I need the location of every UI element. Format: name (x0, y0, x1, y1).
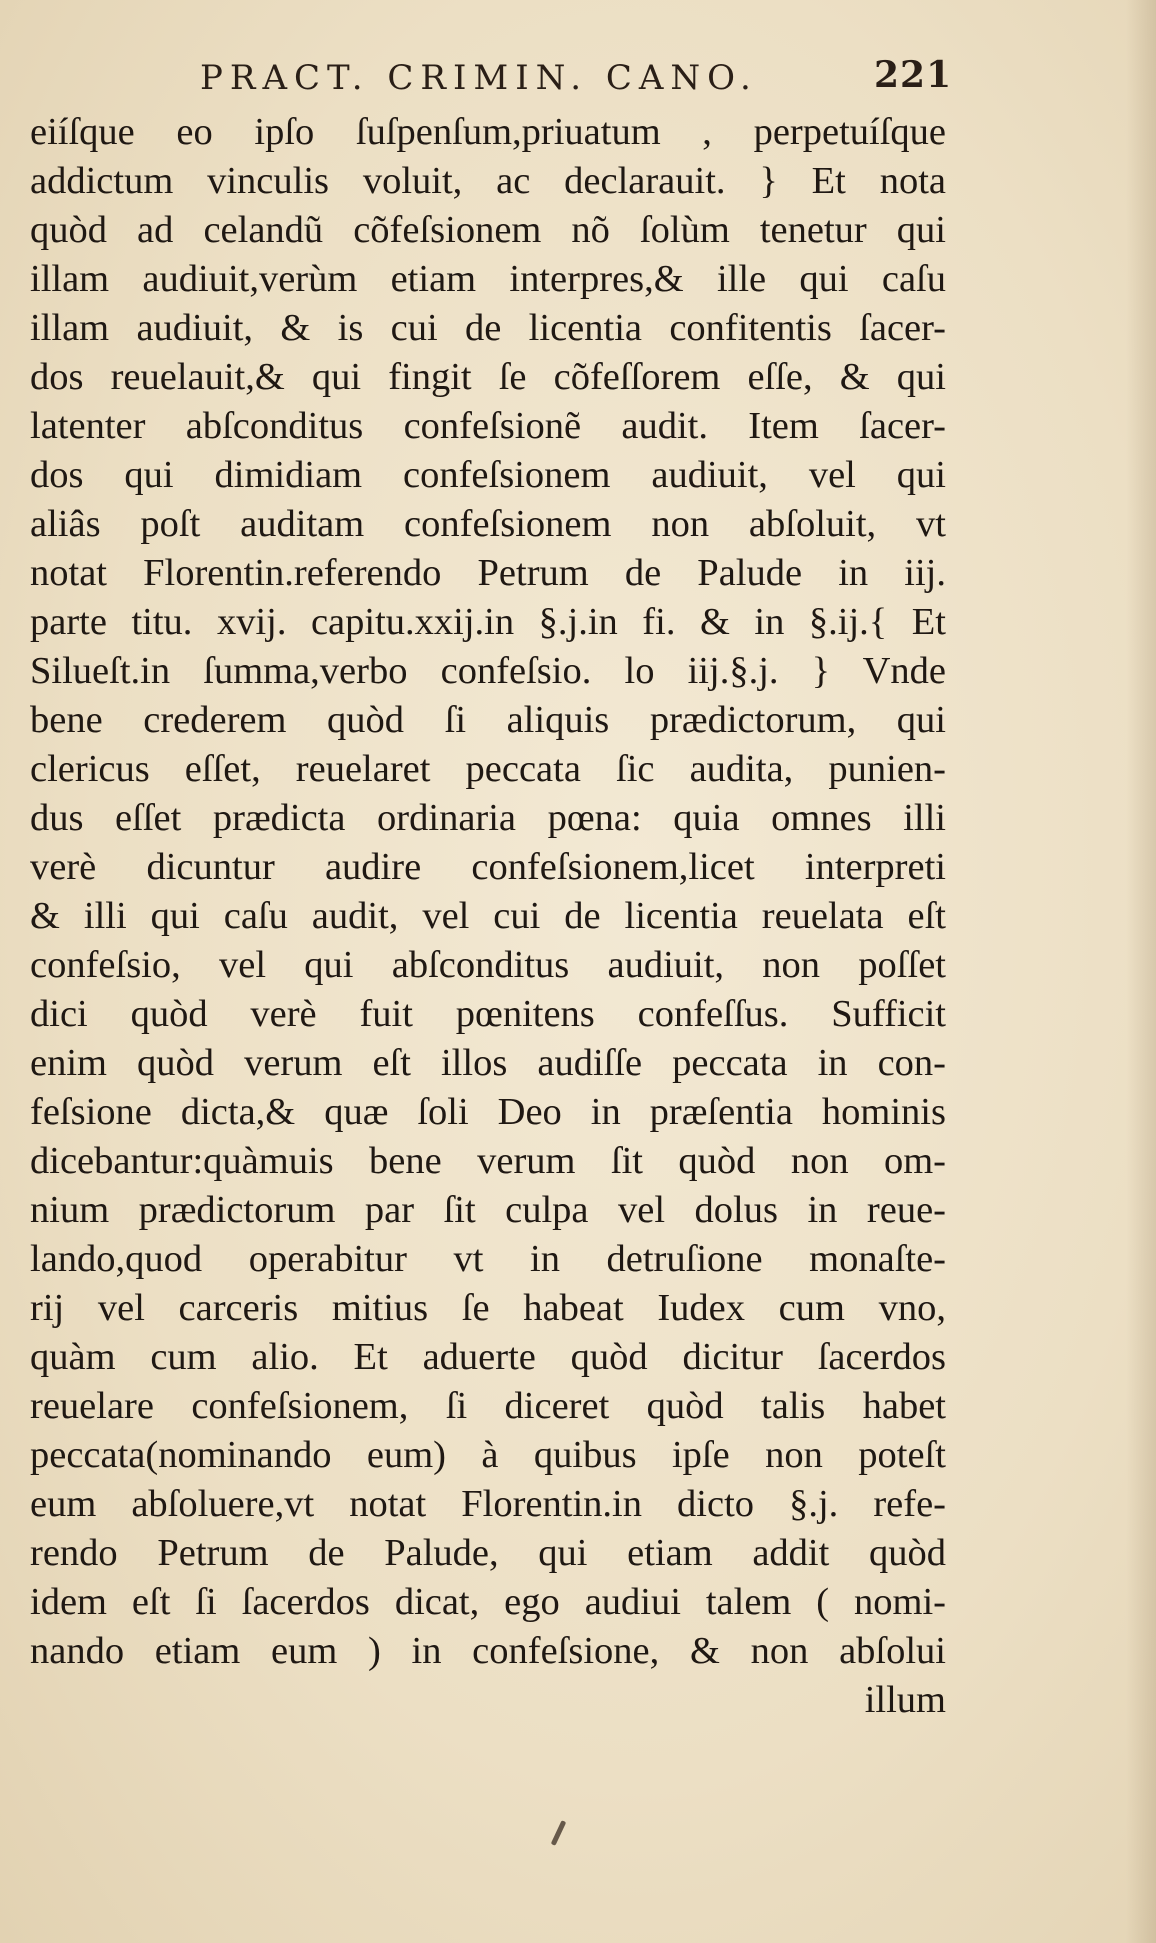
text-line: bene crederem quòd ſi aliquis prædictorum, qui (30, 699, 946, 741)
text-line: dici quòd verè fuit pœnitens confeſſus. Sufficit (30, 993, 946, 1035)
text-line: aliâs poſt auditam confeſsionem non abſoluit, vt (30, 503, 946, 545)
text-line: parte titu. xvij. capitu.xxij.in §.j.in fi. & in §.ij.{ Et (30, 601, 946, 643)
text-line: verè dicuntur audire confeſsionem,licet interpreti (30, 846, 946, 888)
text-line: quàm cum alio. Et aduerte quòd dicitur ſacerdos (30, 1336, 946, 1378)
text-line: & illi qui caſu audit, vel cui de licentia reuelata eſt (30, 895, 946, 937)
text-line: illam audiuit,verùm etiam interpres,& ille qui caſu (30, 258, 946, 300)
text-line: dicebantur:quàmuis bene verum ſit quòd non om- (30, 1140, 946, 1182)
text-line: dos qui dimidiam confeſsionem audiuit, vel qui (30, 454, 946, 496)
text-line: notat Florentin.referendo Petrum de Palude in iij. (30, 552, 946, 594)
text-line: clericus eſſet, reuelaret peccata ſic audita, punien- (30, 748, 946, 790)
text-line: confeſsio, vel qui abſconditus audiuit, non poſſet (30, 944, 946, 986)
text-line: addictum vinculis voluit, ac declarauit. } Et nota (30, 160, 946, 202)
text-line: enim quòd verum eſt illos audiſſe peccata in con- (30, 1042, 946, 1084)
text-line: quòd ad celandũ cõfeſsionem nõ ſolùm tenetur qui (30, 209, 946, 251)
body-text (30, 108, 946, 1725)
running-title: PRACT. CRIMIN. CANO. (200, 58, 758, 98)
text-line: nium prædictorum par ſit culpa vel dolus in reue- (30, 1189, 946, 1231)
text-line: reuelare confeſsionem, ſi diceret quòd talis habet (30, 1385, 946, 1427)
text-line: eiíſque eo ipſo ſuſpenſum,priuatum , perpetuíſque (30, 111, 946, 153)
text-line: eum abſoluere,vt notat Florentin.in dicto §.j. refe- (30, 1483, 946, 1525)
text-line: rendo Petrum de Palude, qui etiam addit quòd (30, 1532, 946, 1574)
text-line: rij vel carceris mitius ſe habeat Iudex cum vno, (30, 1287, 946, 1329)
text-line: peccata(nominando eum) à quibus ipſe non poteſt (30, 1434, 946, 1476)
text-line: lando,quod operabitur vt in detruſione monaſte- (30, 1238, 946, 1280)
page-edge-shadow (1126, 0, 1156, 1943)
text-line: feſsione dicta,& quæ ſoli Deo in præſentia hominis (30, 1091, 946, 1133)
text-line: dos reuelauit,& qui fingit ſe cõfeſſorem eſſe, & qui (30, 356, 946, 398)
text-line: illam audiuit, & is cui de licentia confitentis ſacer- (30, 307, 946, 349)
ink-stroke-mark (551, 1820, 567, 1846)
text-line: dus eſſet prædicta ordinaria pœna: quia omnes illi (30, 797, 946, 839)
text-line: nando etiam eum ) in confeſsione, & non abſolui (30, 1630, 946, 1672)
text-line: idem eſt ſi ſacerdos dicat, ego audiui talem ( nomi- (30, 1581, 946, 1623)
text-line: Silueſt.in ſumma,verbo confeſsio. lo iij.§.j. } Vnde (30, 650, 946, 692)
catchword: illum (864, 1679, 946, 1721)
text-line: latenter abſconditus confeſsionẽ audit. Item ſacer- (30, 405, 946, 447)
page-number: 221 (874, 54, 953, 96)
